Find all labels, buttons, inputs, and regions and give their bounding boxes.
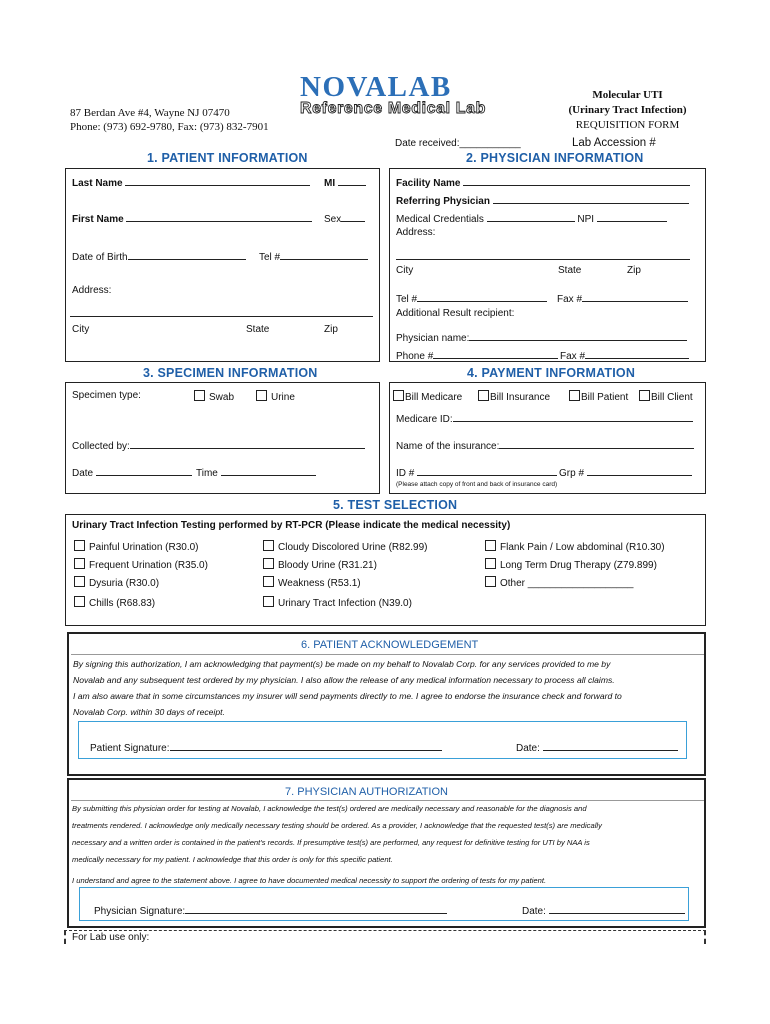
last-name-field[interactable]: Last Name [72,175,310,189]
divider [71,800,704,801]
test-flank-pain[interactable]: Flank Pain / Low abdominal (R10.30) [485,540,665,553]
form-title-line1: Molecular UTI [592,89,663,101]
test-cloudy-urine[interactable]: Cloudy Discolored Urine (R82.99) [263,540,428,553]
facility-name-field[interactable]: Facility Name [396,175,690,189]
auth-line-4: medically necessary for my patient. I acknowledge that this order is only for this specific patient. [72,855,393,864]
specimen-type-label: Specimen type: [72,390,141,401]
patient-info-box [65,168,380,362]
bill-patient-checkbox[interactable]: Bill Patient [569,390,628,403]
form-title-line3: REQUISITION FORM [575,119,680,131]
novalab-logo [300,72,486,118]
physician-date-field[interactable]: Date: [522,903,685,917]
bill-insurance-checkbox[interactable]: Bill Insurance [478,390,550,403]
checkbox-icon[interactable] [256,390,267,401]
physician-state-label: State [558,265,582,276]
test-frequent-urination[interactable]: Frequent Urination (R35.0) [74,558,208,571]
physician-tel-field[interactable]: Tel # [396,291,547,305]
test-painful-urination[interactable]: Painful Urination (R30.0) [74,540,199,553]
swab-checkbox[interactable]: Swab [194,390,234,403]
bill-client-checkbox[interactable]: Bill Client [639,390,693,403]
patient-address-line[interactable] [70,316,373,317]
patient-city-label: City [72,324,90,335]
patient-zip-label: Zip [324,324,338,335]
specimen-info-heading: 3. SPECIMEN INFORMATION [143,366,318,380]
date-received[interactable]: Date received:___________ [395,138,521,149]
bill-medicare-checkbox[interactable]: Bill Medicare [393,390,462,403]
collection-time-field[interactable]: Time [196,465,316,479]
patient-ack-box [67,632,706,776]
collected-by-field[interactable]: Collected by: [72,438,365,452]
physician-info-box [389,168,706,362]
auth-line-2: treatments rendered. I acknowledge only medically necessary testing should be ordered. As a provider, I acknowledge that the requested test(s) are medically [72,821,602,830]
patient-signature-box [78,721,687,759]
medicare-id-field[interactable]: Medicare ID: [396,411,693,425]
logo-subtitle: Reference Medical Lab [300,100,486,117]
test-bloody-urine[interactable]: Bloody Urine (R31.21) [263,558,377,571]
first-name-field[interactable]: First Name [72,211,312,225]
auth-line-3: necessary and a written order is contained in the patient's records. If presumptive test(s) are performed, any request for definitive testing for UTI by NAA is [72,838,590,847]
physician-fax2-field[interactable]: Fax # [560,348,689,362]
auth-line-1: By submitting this physician order for testing at Novalab, I acknowledge the test(s) ordered are medically necessary and reasonable for the diagnosis and [72,804,587,813]
logo-text: NOVALAB [300,71,452,103]
group-number-field[interactable]: Grp # [559,465,692,479]
ack-line-3: I am also aware that in some circumstances my insurer will send payments directly to me. I agree to endorse the insurance check and forward to [73,691,622,701]
form-title [540,88,715,133]
specimen-info-box [65,382,380,494]
physician-fax-field[interactable]: Fax # [557,291,688,305]
patient-state-label: State [246,324,270,335]
collection-date-field[interactable]: Date [72,465,192,479]
dob-field[interactable]: Date of Birth [72,249,246,263]
lab-use-label: For Lab use only: [72,932,150,943]
patient-ack-heading: 6. PATIENT ACKNOWLEDGEMENT [301,639,479,651]
payment-info-heading: 4. PAYMENT INFORMATION [467,366,636,380]
lab-use-box [64,930,706,944]
ack-line-2: Novalab and any subsequent test ordered by my physician. I also allow the release of any medical information necessary to process all claims. [73,675,615,685]
test-intro: Urinary Tract Infection Testing performed by RT-PCR (Please indicate the medical necessity) [72,520,511,531]
insurance-card-note: (Please attach copy of front and back of insurance card) [396,481,558,488]
physician-info-heading: 2. PHYSICIAN INFORMATION [466,151,644,165]
lab-accession[interactable]: Lab Accession # [572,137,656,149]
test-weakness[interactable]: Weakness (R53.1) [263,576,361,589]
physician-auth-heading: 7. PHYSICIAN AUTHORIZATION [285,786,448,798]
insurance-name-field[interactable]: Name of the insurance: [396,438,694,452]
patient-address-label: Address: [72,285,112,296]
test-uti[interactable]: Urinary Tract Infection (N39.0) [263,596,412,609]
additional-recipient-label: Additional Result recipient: [396,308,515,319]
test-dysuria[interactable]: Dysuria (R30.0) [74,576,159,589]
physician-name-field[interactable]: Physician name: [396,330,687,344]
ack-line-1: By signing this authorization, I am acknowledging that payment(s) be made on my behalf to Novalab Corp. for any services provided to me by [73,659,611,669]
mi-field[interactable]: MI [324,175,366,189]
physician-signature-box [79,887,689,921]
referring-physician-field[interactable]: Referring Physician [396,193,689,207]
test-selection-box [65,514,706,626]
patient-signature-field[interactable]: Patient Signature: [90,740,442,754]
test-selection-heading: 5. TEST SELECTION [333,498,458,512]
lab-address: 87 Berdan Ave #4, Wayne NJ 07470 [70,107,230,119]
physician-address-label: Address: [396,227,436,238]
physician-phone-field[interactable]: Phone # [396,348,558,362]
physician-address-line[interactable] [396,259,690,260]
sex-field[interactable]: Sex [324,211,365,225]
form-title-line2: (Urinary Tract Infection) [568,104,687,116]
physician-zip-label: Zip [627,265,641,276]
insurance-id-field[interactable]: ID # [396,465,557,479]
lab-phone-fax: Phone: (973) 692-9780, Fax: (973) 832-7901 [70,121,269,133]
patient-tel-field[interactable]: Tel # [259,249,368,263]
physician-auth-box [67,778,706,928]
ack-line-4: Novalab Corp. within 30 days of receipt. [73,707,225,717]
auth-agree: I understand and agree to the statement above. I agree to have documented medical necessity to support the ordering of tests for my patient. [72,876,547,885]
medical-credentials-field[interactable]: Medical Credentials NPI [396,211,667,225]
patient-date-field[interactable]: Date: [516,740,678,754]
payment-info-box [389,382,706,494]
test-other[interactable]: Other ___________________ [485,576,633,589]
patient-info-heading: 1. PATIENT INFORMATION [147,151,308,165]
physician-city-label: City [396,265,414,276]
physician-signature-field[interactable]: Physician Signature: [94,903,447,917]
test-long-term-drug[interactable]: Long Term Drug Therapy (Z79.899) [485,558,657,571]
divider [71,654,704,655]
checkbox-icon[interactable] [194,390,205,401]
test-chills[interactable]: Chills (R68.83) [74,596,155,609]
urine-checkbox[interactable]: Urine [256,390,295,403]
